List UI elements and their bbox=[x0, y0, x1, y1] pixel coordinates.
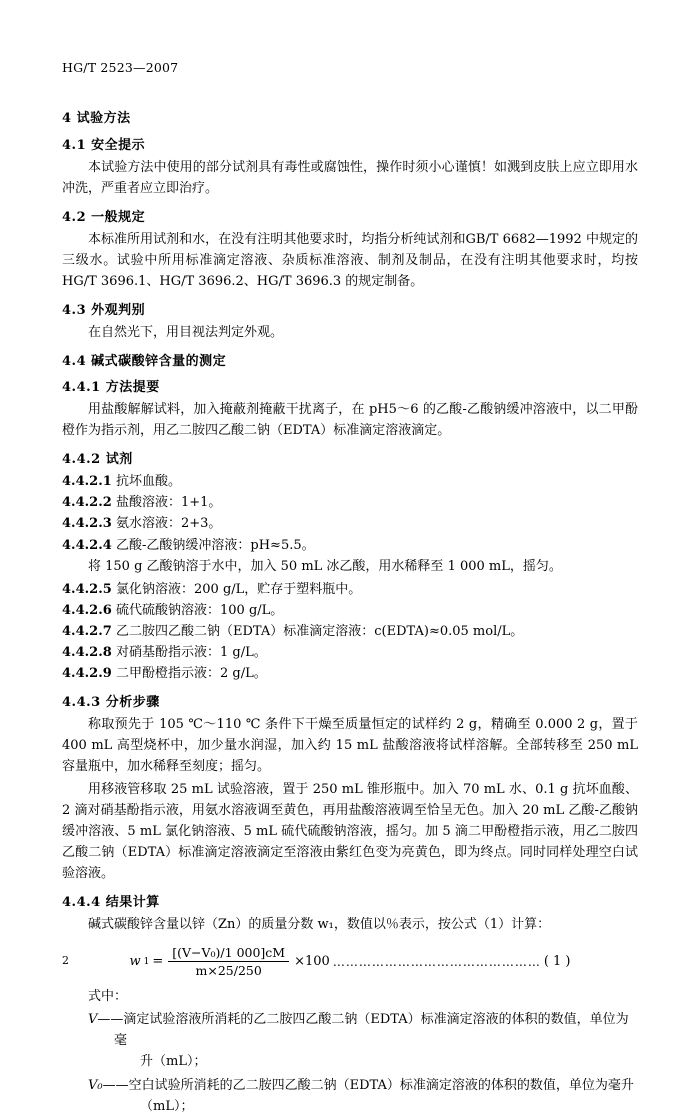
section-heading-4-3: 4.3 外观判别 bbox=[62, 299, 638, 318]
reagent-item bbox=[62, 535, 638, 556]
formula-multiplier: ×100 bbox=[294, 954, 330, 969]
reagent-note: 将 150 g 乙酸钠溶于水中，加入 50 mL 冰乙酸，用水稀释至 1 000 mL，摇匀。 bbox=[62, 556, 638, 577]
section-4-4-3-paragraph-2: 用移液管移取 25 mL 试验溶液，置于 250 mL 锥形瓶中。加入 70 mL 水、0.1 g 抗坏血酸、2 滴对硝基酚指示液，用氨水溶液调至黄色，再用盐酸溶液调至恰呈无色。加入 20 mL 乙酸-乙酸钠缓冲溶液、5 mL 氯化钠溶液、5 mL 硫代硫酸钠溶液，摇匀。加 5 滴二甲酚橙指示液，用乙二胺四乙酸二钠（EDTA）标准滴定溶液滴定至溶液由紫红色变为亮黄色，即为终点。同时同样处理空白试验溶液。 bbox=[62, 779, 638, 884]
section-heading-4-4-3: 4.4.3 分析步骤 bbox=[62, 691, 638, 710]
reagent-item-number: 4.4.2.1 bbox=[62, 471, 116, 492]
reagent-item bbox=[62, 621, 638, 642]
formula-lhs-subscript: 1 bbox=[144, 957, 150, 967]
section-heading-4-4-1: 4.4.1 方法提要 bbox=[62, 376, 638, 395]
formula-label: ( 1 ) bbox=[544, 954, 571, 969]
section-heading-4-4-4: 4.4.4 结果计算 bbox=[62, 891, 638, 910]
reagent-item bbox=[62, 642, 638, 663]
reagent-item-number: 4.4.2.5 bbox=[62, 579, 116, 600]
page-header: HG/T 2523—2007 bbox=[62, 60, 638, 75]
reagent-item bbox=[62, 663, 638, 684]
section-4-3-text: 在自然光下，用目视法判定外观。 bbox=[62, 322, 638, 343]
reagent-item bbox=[62, 513, 638, 534]
reagent-item bbox=[62, 492, 638, 513]
symbol-text: 空白试验所消耗的乙二胺四乙酸二钠（EDTA）标准滴定溶液的体积的数值，单位为毫升 bbox=[129, 1078, 634, 1093]
reagent-item bbox=[62, 471, 638, 492]
reagent-item-text: 对硝基酚指示液：1 g/L。 bbox=[116, 645, 267, 660]
section-4-4-1-text: 用盐酸解解试料，加入掩蔽剂掩蔽干扰离子，在 pH5～6 的乙酸-乙酸钠缓冲溶液中，以二甲酚橙作为指示剂，用乙二胺四乙酸二钠（EDTA）标准滴定溶液滴定。 bbox=[62, 399, 638, 441]
reagent-item-text: 氯化钠溶液：200 g/L，贮存于塑料瓶中。 bbox=[116, 582, 361, 597]
reagent-item-number: 4.4.2.4 bbox=[62, 535, 116, 556]
reagent-item-text: 二甲酚橙指示液：2 g/L。 bbox=[116, 666, 267, 681]
page-number: 2 bbox=[62, 954, 69, 967]
section-heading-4-4-2: 4.4.2 试剂 bbox=[62, 448, 638, 467]
reagent-item-text: 硫代硫酸钠溶液：100 g/L。 bbox=[116, 603, 283, 618]
formula-1 bbox=[62, 945, 638, 978]
symbol-definition-cont: （mL）； bbox=[62, 1097, 638, 1117]
symbol-text: 滴定试验溶液所消耗的乙二胺四乙酸二钠（EDTA）标准滴定溶液的体积的数值，单位为毫 bbox=[114, 1012, 629, 1048]
where-label: 式中： bbox=[62, 986, 638, 1007]
reagent-item-number: 4.4.2.3 bbox=[62, 513, 116, 534]
section-4-4-3-paragraph-1: 称取预先于 105 ℃～110 ℃ 条件下干燥至质量恒定的试样约 2 g，精确至 0.000 2 g，置于 400 mL 高型烧杯中，加少量水润湿，加入约 15 mL 盐酸溶液将试样溶解。全部转移至 250 mL 容量瓶中，加水稀释至刻度；摇匀。 bbox=[62, 714, 638, 777]
reagent-item-number: 4.4.2.7 bbox=[62, 621, 116, 642]
symbol-definition-cont: 升（mL）； bbox=[62, 1052, 638, 1073]
formula-numerator: [(V−V₀)/1 000]cM bbox=[168, 945, 289, 962]
section-heading-4-4: 4.4 碱式碳酸锌含量的测定 bbox=[62, 350, 638, 369]
symbol-dash: —— bbox=[97, 1012, 123, 1027]
section-heading-4: 4 试验方法 bbox=[62, 107, 638, 126]
reagent-item-text: 乙酸-乙酸钠缓冲溶液：pH≈5.5。 bbox=[116, 538, 315, 553]
section-4-2-text: 本标准所用试剂和水，在没有注明其他要求时，均指分析纯试剂和GB/T 6682—1992 中规定的三级水。试验中所用标准滴定溶液、杂质标准溶液、制剂及制品，在没有注明其他要求时，均按HG/T 3696.1、HG/T 3696.2、HG/T 3696.3 的规定制备。 bbox=[62, 229, 638, 292]
reagent-item bbox=[62, 579, 638, 600]
reagent-item-text: 氨水溶液：2+3。 bbox=[116, 516, 221, 531]
reagent-item bbox=[62, 600, 638, 621]
formula-fraction bbox=[168, 945, 289, 978]
symbol-definition bbox=[62, 1076, 638, 1097]
section-heading-4-2: 4.2 一般规定 bbox=[62, 206, 638, 225]
formula-lhs-symbol: w bbox=[129, 954, 140, 969]
reagent-item-number: 4.4.2.9 bbox=[62, 663, 116, 684]
symbol-name: V₀ bbox=[88, 1078, 103, 1093]
symbol-name: V bbox=[88, 1012, 97, 1027]
section-heading-4-1: 4.1 安全提示 bbox=[62, 134, 638, 153]
formula-leader-dots: ………………………………………… bbox=[333, 955, 541, 969]
reagent-item-text: 抗坏血酸。 bbox=[116, 474, 181, 489]
reagent-item-text: 盐酸溶液：1+1。 bbox=[116, 495, 221, 510]
section-4-4-4-intro: 碱式碳酸锌含量以锌（Zn）的质量分数 w₁，数值以％表示，按公式（1）计算： bbox=[62, 914, 638, 935]
reagent-item-text: 乙二胺四乙酸二钠（EDTA）标准滴定溶液：c(EDTA)≈0.05 mol/L。 bbox=[116, 624, 523, 639]
section-4-1-text: 本试验方法中使用的部分试剂具有毒性或腐蚀性，操作时须小心谨慎！如溅到皮肤上应立即用水冲洗，严重者应立即治疗。 bbox=[62, 157, 638, 199]
reagent-item-number: 4.4.2.6 bbox=[62, 600, 116, 621]
formula-denominator: m×25/250 bbox=[192, 962, 266, 978]
reagent-item-number: 4.4.2.8 bbox=[62, 642, 116, 663]
formula-equals: = bbox=[152, 954, 163, 969]
reagent-item-number: 4.4.2.2 bbox=[62, 492, 116, 513]
symbol-definition bbox=[62, 1010, 638, 1052]
symbol-dash: —— bbox=[103, 1078, 129, 1093]
